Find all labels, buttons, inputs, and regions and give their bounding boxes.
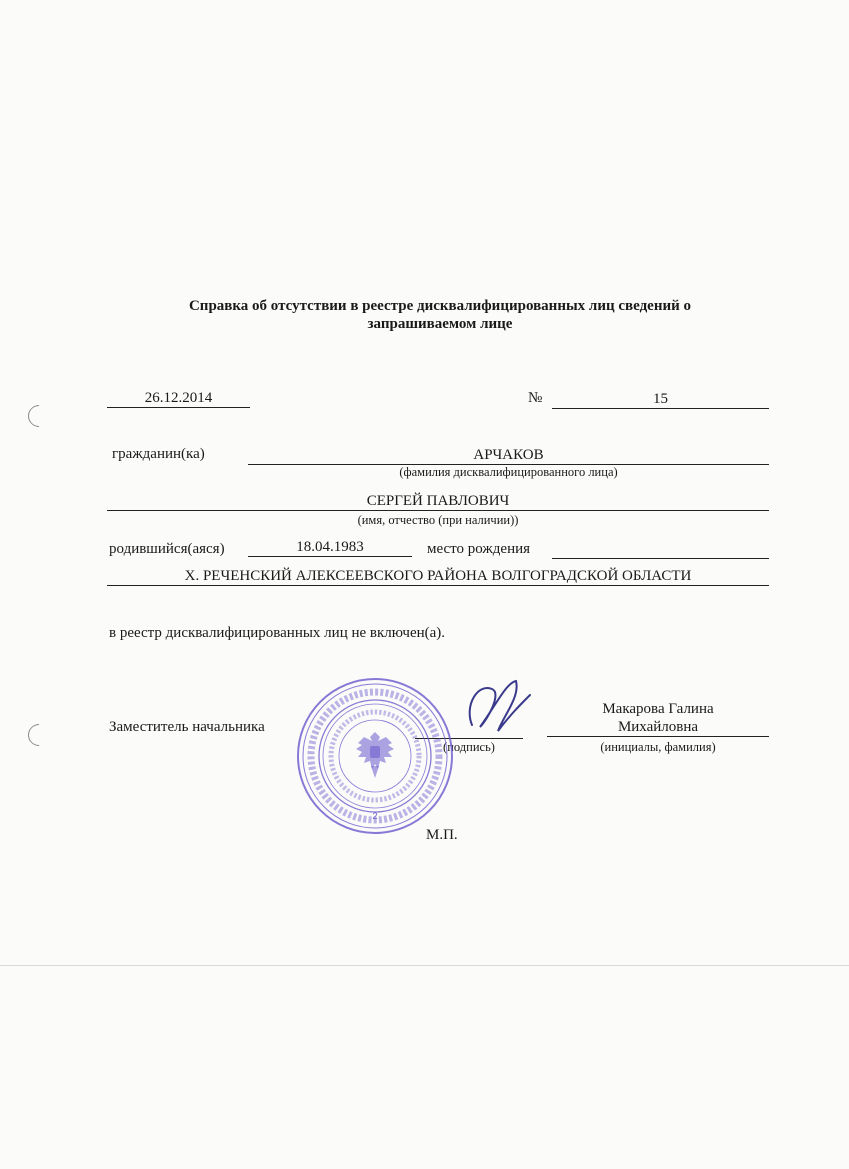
- document-number: 15: [552, 390, 769, 409]
- signer-name-line-1: Макарова Галина: [602, 701, 714, 717]
- born-label: родившийся(аяся): [109, 541, 225, 557]
- fold-line: [0, 965, 849, 966]
- seal-place-label: М.П.: [426, 827, 458, 843]
- punch-hole: [23, 719, 54, 750]
- birthplace-label: место рождения: [427, 541, 531, 557]
- signer-name-line-2: Михайловна: [547, 718, 769, 737]
- signature-caption: (подпись): [443, 740, 495, 754]
- punch-hole: [23, 400, 54, 431]
- document-date: 26.12.2014: [107, 389, 250, 408]
- seal-center-mark: 2: [372, 811, 378, 821]
- statement-text: в реестр дисквалифицированных лиц не включен(а).: [109, 625, 446, 641]
- birthplace-field: Х. РЕЧЕНСКИЙ АЛЕКСЕЕВСКОГО РАЙОНА ВОЛГОГРАДСКОЙ ОБЛАСТИ: [107, 567, 769, 586]
- official-seal-stamp: [295, 676, 455, 836]
- surname-field: АРЧАКОВ: [248, 446, 769, 465]
- document-title-line-1: Справка об отсутствии в реестре дисквалифицированных лиц сведений о: [188, 298, 692, 314]
- number-label: №: [528, 390, 543, 406]
- signer-caption: (инициалы, фамилия): [600, 740, 716, 754]
- birth-date-field: 18.04.1983: [248, 538, 412, 557]
- handwritten-signature: [458, 675, 538, 737]
- name-caption: (имя, отчество (при наличии)): [357, 513, 519, 527]
- document-title-line-2: запрашиваемом лице: [367, 316, 513, 332]
- citizen-label: гражданин(ка): [112, 446, 205, 462]
- birthplace-blank: [552, 540, 769, 559]
- name-patronymic-field: СЕРГЕЙ ПАВЛОВИЧ: [107, 492, 769, 511]
- position-label: Заместитель начальника: [109, 719, 265, 735]
- surname-caption: (фамилия дисквалифицированного лица): [399, 465, 618, 479]
- eagle-emblem-icon: [356, 732, 394, 778]
